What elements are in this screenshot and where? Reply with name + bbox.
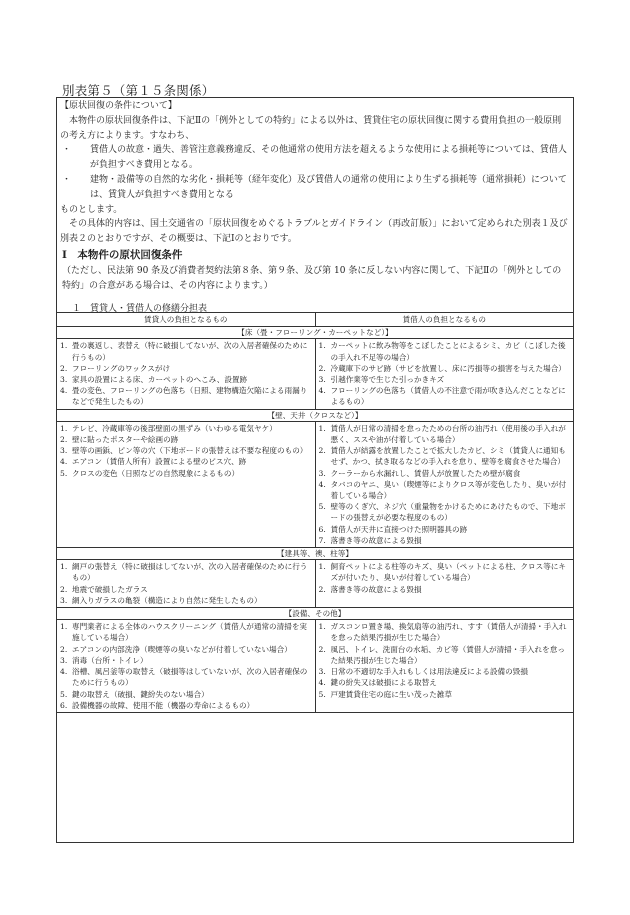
intro-block: [60, 99, 570, 247]
bullet-mark: ・: [62, 174, 72, 185]
item-text: 賃借人が天井に直接つけた照明器具の跡: [330, 524, 468, 534]
item-text: エアコンの内部洗浄（喫煙等の臭いなどが付着していない場合）: [72, 644, 292, 654]
item-number: 3.: [60, 375, 68, 385]
intro-paragraph-2: ものとします。: [60, 204, 123, 215]
item-number: 6.: [318, 524, 326, 534]
item-number: 2.: [60, 644, 68, 654]
item-number: 5.: [318, 502, 326, 512]
item-text: 網入りガラスの亀裂（構造により自然に発生したもの）: [72, 595, 262, 605]
item-number: 1.: [318, 562, 326, 572]
intro-bullet-2: [60, 173, 570, 203]
item-text: クロスの変色（日照などの自然現象によるもの）: [72, 468, 240, 478]
item-number: 4.: [60, 457, 68, 467]
category-row: [57, 548, 574, 560]
category-label: 【建具等、襖、柱等】: [57, 548, 574, 560]
items-row: [57, 421, 574, 547]
items-row: [57, 339, 574, 409]
item-number: 2.: [60, 363, 68, 373]
landlord-cell: [57, 421, 316, 547]
tenant-item: [319, 385, 571, 407]
items-row: [57, 620, 574, 713]
item-number: 6.: [60, 700, 68, 710]
item-text: 日常の不適切な手入れもしくは用法違反による設備の毀損: [330, 667, 528, 677]
tenant-item: [319, 374, 571, 385]
item-text: テレビ、冷蔵庫等の後部壁面の黒ずみ（いわゆる電気ヤケ）: [72, 423, 277, 433]
item-number: 4.: [318, 678, 326, 688]
item-number: 5.: [60, 689, 68, 699]
tenant-column-header: 賃借人の負担となるもの: [315, 313, 574, 327]
tenant-item: [319, 524, 571, 535]
landlord-item: [60, 595, 312, 606]
landlord-item: [60, 363, 312, 374]
item-number: 2.: [318, 446, 326, 456]
item-text: 鍵の取替え（破損、鍵紛失のない場合）: [72, 689, 209, 699]
item-number: 7.: [318, 535, 326, 545]
item-text: 引越作業等で生じた引っかきキズ: [330, 375, 445, 385]
item-text: フローリングのワックスがけ: [72, 363, 171, 373]
item-number: 4.: [60, 386, 68, 396]
tenant-item: [319, 445, 571, 467]
item-text: フローリングの色落ち（賃借人の不注意で雨が吹き込んだことなどによるもの）: [330, 386, 566, 407]
item-number: 1.: [60, 562, 68, 572]
item-text: クーラーから水漏れし、賃借人が放置したため壁が腐食: [330, 468, 521, 478]
item-number: 2.: [60, 435, 68, 445]
item-number: 3.: [60, 655, 68, 665]
landlord-item: [60, 644, 312, 655]
item-text: 戸建賃貸住宅の庭に生い茂った雑草: [330, 689, 452, 699]
category-label: 【壁、天井（クロスなど）】: [57, 409, 574, 421]
landlord-item: [60, 445, 312, 456]
landlord-item: [60, 655, 312, 666]
item-text: エアコン（賃借人所有）設置による壁のビス穴、跡: [72, 457, 247, 467]
item-text: 冷蔵庫下のサビ跡（サビを放置し、床に汚損等の損害を与えた場合）: [330, 363, 566, 373]
tenant-item: [319, 479, 571, 501]
tenant-cell: [315, 560, 574, 608]
landlord-item: [60, 468, 312, 479]
landlord-item: [60, 456, 312, 467]
landlord-item: [60, 340, 312, 362]
tenant-item-list: [319, 621, 571, 699]
item-number: 1.: [318, 423, 326, 433]
intro-heading: 【原状回復の条件について】: [60, 101, 177, 111]
landlord-item: [60, 666, 312, 688]
landlord-item: [60, 689, 312, 700]
tenant-cell: [315, 339, 574, 409]
tenant-cell: [315, 421, 574, 547]
item-number: 1.: [318, 622, 326, 632]
category-row: [57, 409, 574, 421]
tenant-item: [319, 677, 571, 688]
tenant-item-list: [319, 423, 571, 546]
tenant-item: [319, 340, 571, 362]
landlord-cell: [57, 560, 316, 608]
tenant-item: [319, 363, 571, 374]
tenant-item-list: [319, 340, 571, 407]
item-text: 壁等の画鋲、ピン等の穴（下地ボードの張替えは不要な程度のもの）: [72, 446, 308, 456]
item-number: 3.: [60, 595, 68, 605]
section-note: （ただし、民法第 90 条及び消費者契約法第８条、第９条、及び第 10 条に反しない内容に関して、下記Ⅱの「例外としての特約」の合意がある場合は、その内容によります。）: [62, 266, 562, 291]
bullet-text: 建物・設備等の自然的な劣化・損耗等（経年変化）及び賃借人の通常の使用により生ずる損耗等（通常損耗）については、賃貸人が負担すべき費用となる: [90, 174, 567, 200]
item-text: 畳の裏返し、表替え（特に破損してないが、次の入居者確保のために行うもの）: [72, 341, 308, 362]
item-text: タバコのヤニ、臭い（喫煙等によりクロス等が変色したり、臭いが付着している場合）: [330, 479, 567, 501]
intro-bullet-1: [60, 143, 570, 173]
item-text: 地震で破損したガラス: [72, 584, 148, 594]
tenant-item: [319, 689, 571, 700]
tenant-item: [319, 535, 571, 546]
item-text: 浴槽、風呂釜等の取替え（破損等はしていないが、次の入居者確保のために行うもの）: [72, 667, 308, 688]
landlord-item: [60, 423, 312, 434]
tenant-item: [319, 423, 571, 445]
item-text: 落書き等の故意による毀損: [330, 535, 422, 545]
item-text: 壁等のくぎ穴、ネジ穴（重量物をかけるためにあけたもので、下地ボードの張替えが必要な程度のもの）: [330, 502, 566, 523]
landlord-item-list: [60, 561, 312, 606]
item-number: 1.: [60, 341, 68, 351]
tenant-item: [319, 468, 571, 479]
landlord-item-list: [60, 340, 312, 407]
landlord-item-list: [60, 423, 312, 479]
item-text: 賃借人が日常の清掃を怠ったための台所の油汚れ（使用後の手入れが悪く、ススや油が付着している場合）: [330, 423, 566, 445]
tenant-item: [319, 561, 571, 583]
item-text: 畳の変色、フローリングの色落ち（日照、建物構造欠陥による雨漏りなどで発生したもの）: [72, 386, 308, 407]
category-row: [57, 327, 574, 339]
tenant-item: [319, 644, 571, 666]
document-title: 別表第５（第１５条関係）: [62, 83, 215, 98]
item-text: 賃借人が結露を放置したことで拡大したカビ、シミ（賃貸人に通知もせず、かつ、拭き取るなどの手入れを怠り、壁等を腐食させた場合）: [330, 446, 566, 467]
item-number: 1.: [318, 341, 326, 351]
table-header-row: [57, 313, 574, 327]
item-text: 落書き等の故意による毀損: [330, 584, 422, 594]
category-label: 【設備、その他】: [57, 608, 574, 620]
item-number: 4.: [318, 479, 326, 489]
landlord-item: [60, 621, 312, 643]
tenant-cell: [315, 620, 574, 713]
landlord-cell: [57, 339, 316, 409]
item-number: 3.: [318, 468, 326, 478]
item-number: 2.: [60, 584, 68, 594]
item-number: 3.: [60, 446, 68, 456]
tenant-item: [319, 584, 571, 595]
landlord-item-list: [60, 621, 312, 711]
items-row: [57, 560, 574, 608]
repair-share-table: [56, 312, 574, 713]
bullet-mark: ・: [62, 145, 72, 156]
item-text: 風呂、トイレ、洗面台の水垢、カビ等（賃借人が清掃・手入れを怠った結果汚損が生じた場合）: [330, 644, 565, 665]
category-label: 【床（畳・フローリング・カーペットなど）】: [57, 327, 574, 339]
intro-paragraph-1: 本物件の原状回復条件は、下記Ⅱの「例外としての特約」による以外は、賃貸住宅の原状回復に関する費用負担の一般原則の考え方によります。すなわち、: [60, 115, 562, 141]
item-text: 家具の設置による床、カーペットのへこみ、設置跡: [72, 375, 248, 385]
item-number: 5.: [318, 689, 326, 699]
item-text: カーペットに飲み物等をこぼしたことによるシミ、カビ（こぼした後の手入れ不足等の場合）: [330, 341, 566, 362]
item-number: 2.: [318, 584, 326, 594]
landlord-item: [60, 374, 312, 385]
item-text: ガスコンロ置き場、換気扇等の油汚れ、すす（賃借人が清掃・手入れを怠った結果汚損が生じた場合）: [330, 622, 567, 643]
tenant-item: [319, 666, 571, 677]
item-number: 1.: [60, 423, 68, 433]
item-number: 4.: [318, 386, 326, 396]
item-text: 鍵の紛失又は破損による取替え: [330, 678, 437, 688]
landlord-cell: [57, 620, 316, 713]
item-text: 専門業者による全体のハウスクリーニング（賃借人が通常の清掃を実施している場合）: [72, 622, 308, 643]
item-number: 3.: [318, 667, 326, 677]
tenant-item: [319, 621, 571, 643]
item-number: 3.: [318, 375, 326, 385]
item-text: 設備機器の故障、使用不能（機器の寿命によるもの）: [72, 700, 255, 710]
landlord-item: [60, 584, 312, 595]
table-subtitle: １ 賃貸人・賃借人の修繕分担表: [72, 304, 208, 314]
landlord-item: [60, 434, 312, 445]
category-row: [57, 608, 574, 620]
item-text: 網戸の張替え（特に破損はしてないが、次の入居者確保のために行うもの）: [72, 562, 308, 583]
item-number: 2.: [318, 363, 326, 373]
item-number: 5.: [60, 468, 68, 478]
item-number: 2.: [318, 644, 326, 654]
bullet-text: 賃借人の故意・過失、善管注意義務違反、その他通常の使用方法を超えるような使用による損耗等については、賃借人が負担すべき費用となる。: [90, 145, 567, 171]
landlord-item: [60, 385, 312, 407]
item-text: 消毒（台所・トイレ）: [72, 655, 148, 665]
intro-paragraph-3: その具体的内容は、国土交通省の「原状回復をめぐるトラブルとガイドライン（再改訂版）」において定められた別表１及び別表２のとおりですが、その概要は、下記Ⅰのとおりです。: [60, 219, 568, 245]
tenant-item-list: [319, 561, 571, 595]
landlord-item: [60, 561, 312, 583]
item-number: 4.: [60, 667, 68, 677]
item-number: 1.: [60, 622, 68, 632]
item-text: 飼育ペットによる柱等のキズ、臭い（ペットによる柱、クロス等にキズが付いたり、臭いが付着している場合）: [330, 562, 566, 583]
tenant-item: [319, 501, 571, 523]
section-title: Ⅰ 本物件の原状回復条件: [62, 249, 183, 261]
landlord-column-header: 賃貸人の負担となるもの: [57, 313, 316, 327]
landlord-item: [60, 700, 312, 711]
item-text: 壁に貼ったポスターや絵画の跡: [72, 435, 179, 445]
